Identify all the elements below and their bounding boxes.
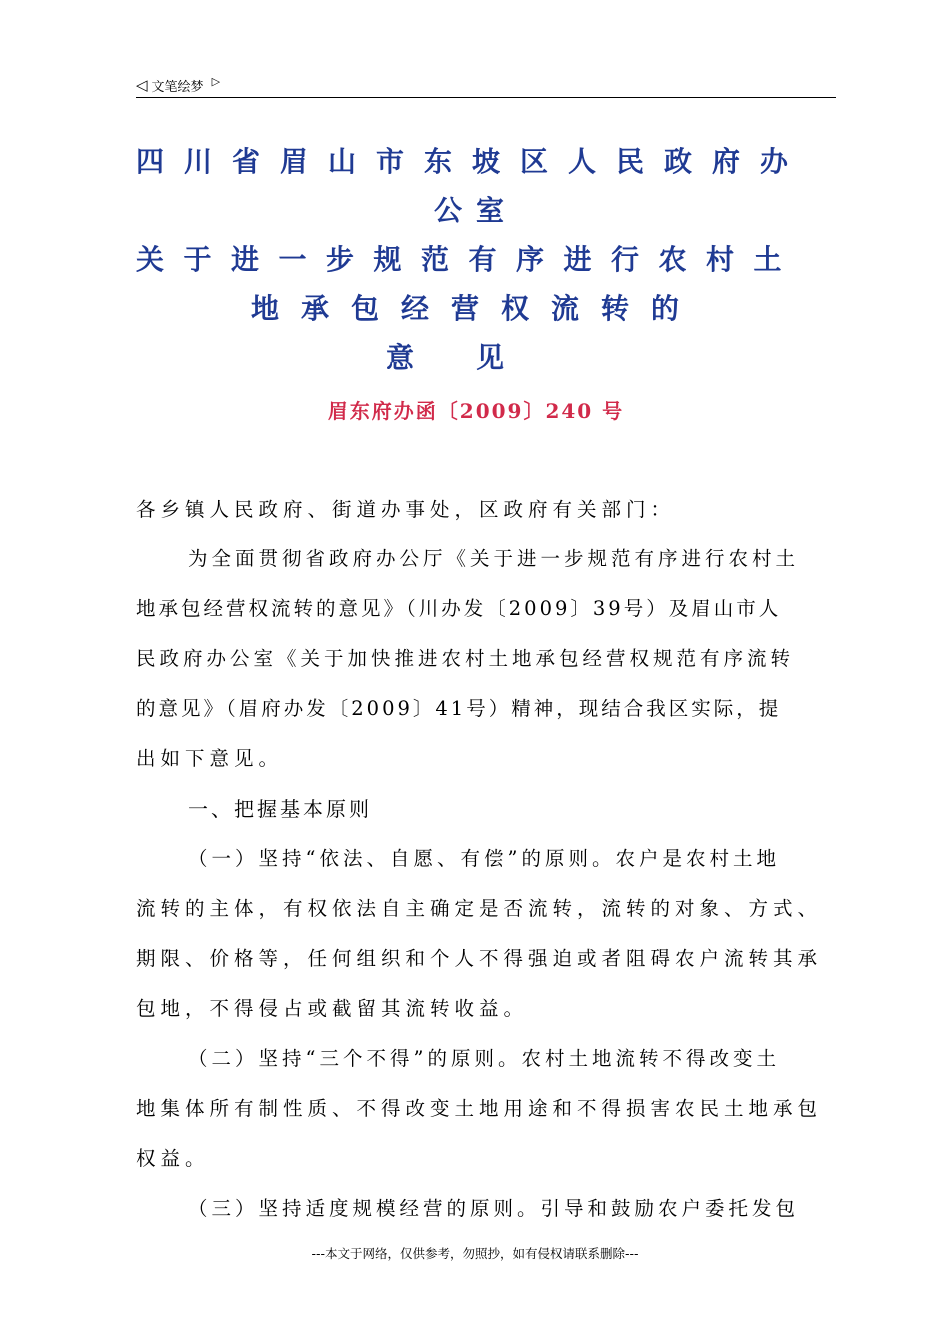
paragraph-line: （二）坚持“三个不得”的原则。农村土地流转不得改变土	[188, 1047, 780, 1070]
left-triangle-icon: ◁	[136, 75, 148, 94]
header-text: 文笔绘梦	[151, 79, 204, 95]
section-heading: 一、把握基本原则	[188, 797, 372, 821]
paragraph-line: 期限、价格等，任何组织和个人不得强迫或者阻碍农户流转其承	[136, 947, 823, 970]
paragraph-line: 的意见》（眉府办发〔2009〕41号）精神，现结合我区实际，提	[136, 697, 782, 720]
page-footer: ---本文于网络，仅供参考，勿照抄，如有侵权请联系删除---	[311, 1246, 639, 1261]
paragraph-line: 流转的主体，有权依法自主确定是否流转，流转的对象、方式、	[136, 897, 823, 920]
title-line-5: 意见	[385, 341, 566, 374]
paragraph-line: 包地，不得侵占或截留其流转收益。	[136, 997, 529, 1020]
paragraph-line: 为全面贯彻省政府办公厅《关于进一步规范有序进行农村土	[188, 547, 800, 570]
title-line-4: 地承包经营权流转的	[250, 292, 701, 325]
paragraph-line: （一）坚持“依法、自愿、有偿”的原则。农户是农村土地	[188, 847, 780, 870]
document-number: 眉东府办函〔2009〕240 号	[327, 399, 625, 423]
paragraph-line: 地承包经营权流转的意见》（川办发〔2009〕39号）及眉山市人	[136, 597, 782, 620]
addressee: 各乡镇人民政府、街道办事处，区政府有关部门：	[136, 498, 676, 521]
page-header	[136, 74, 836, 96]
paragraph-line: （三）坚持适度规模经营的原则。引导和鼓励农户委托发包	[188, 1197, 800, 1220]
title-line-3: 关于进一步规范有序进行农村土	[136, 243, 802, 276]
paragraph-line: 出如下意见。	[136, 747, 284, 770]
paragraph-line: 地集体所有制性质、不得改变土地用途和不得损害农民土地承包	[136, 1097, 823, 1120]
paragraph-line: 民政府办公室《关于加快推进农村土地承包经营权规范有序流转	[136, 647, 795, 670]
paragraph-line: 权益。	[136, 1147, 210, 1170]
title-line-2: 公室	[433, 194, 518, 227]
header-rule	[136, 97, 836, 98]
title-line-1: 四川省眉山市东坡区人民政府办	[136, 145, 809, 178]
right-triangle-icon: ▷	[211, 74, 221, 88]
